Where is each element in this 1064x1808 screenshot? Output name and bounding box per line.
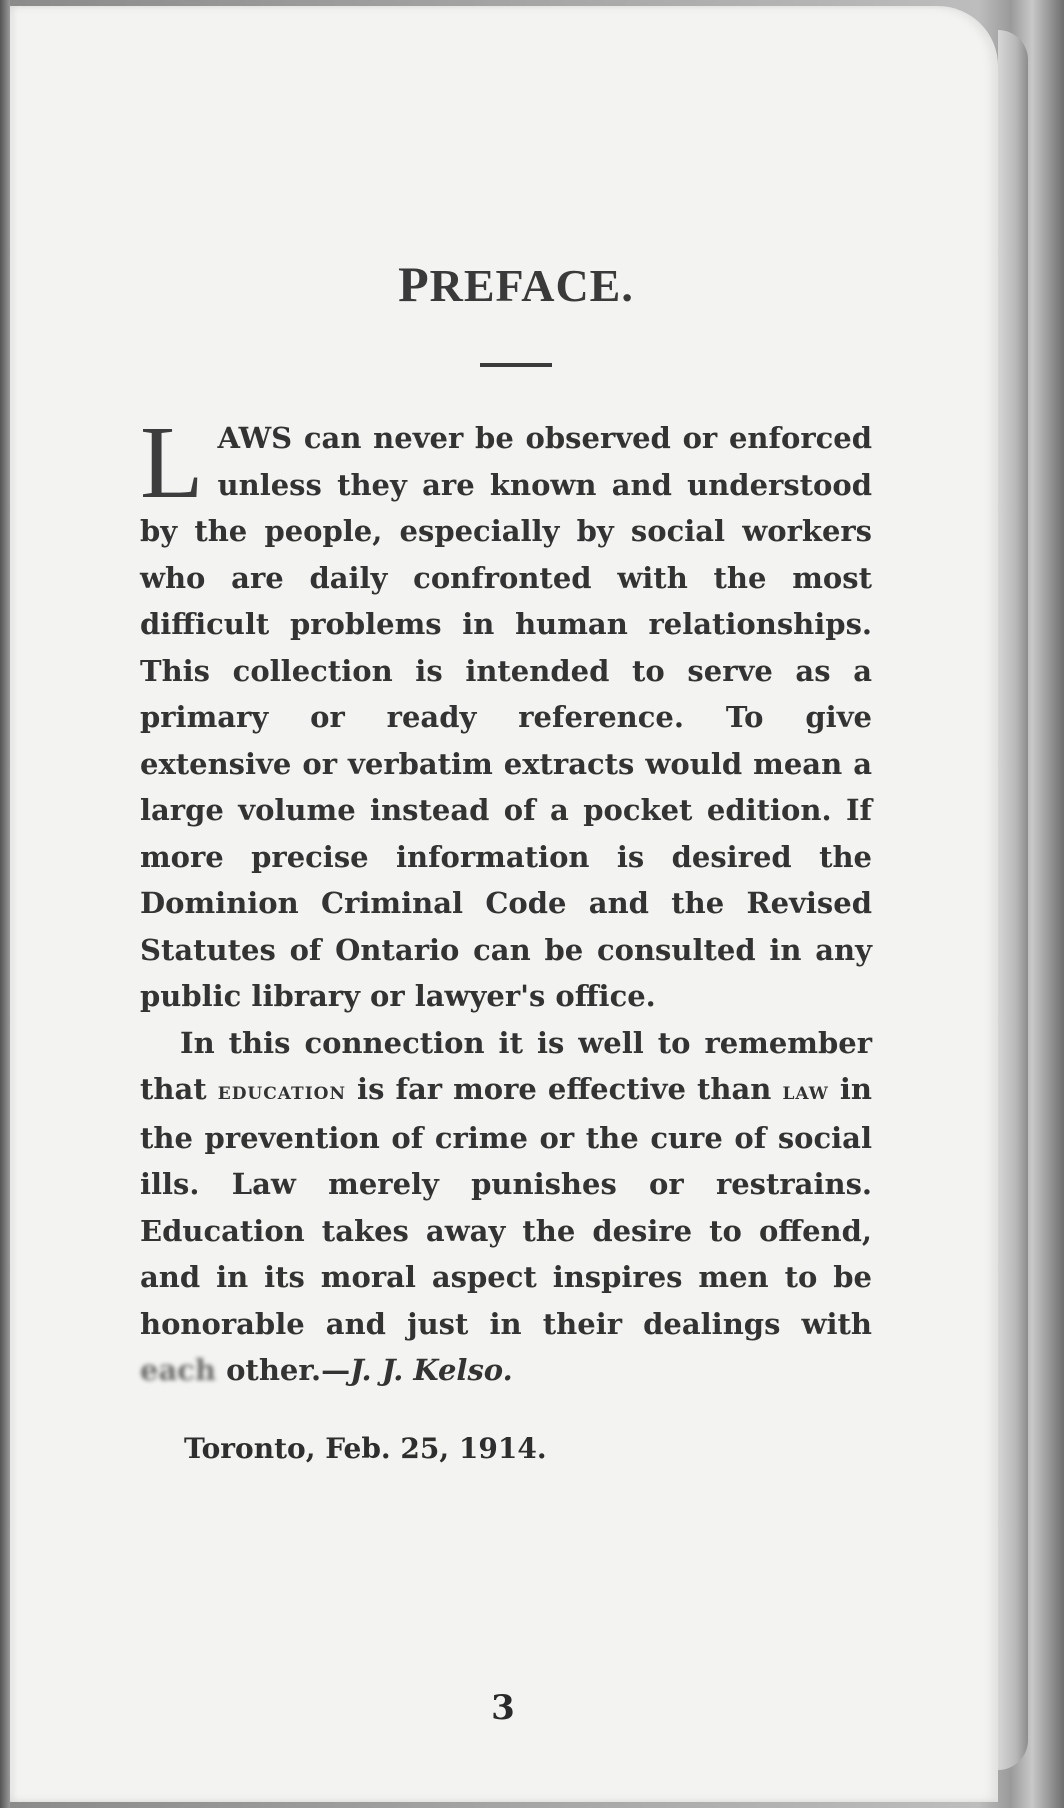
paragraph-2-text-d: other.— [215, 1353, 351, 1387]
paragraph-2-text-b: is far more effective than [346, 1072, 783, 1106]
paragraph-1-text: AWS can never be observed or enforced unless they are known and understood by the people, especially by social workers who are daily confronted with the most difficult problems in human relationships. This collection is intended to serve as a primary or ready reference. To give extensive or verbatim extracts would mean a large volume instead of a pocket edition. If more precise information is desired the Dominion Criminal Code and the Revised Statutes of Ontario can be consulted in any public library or lawyer's office. [140, 421, 872, 1013]
drop-cap: L [140, 405, 204, 520]
preface-paragraph-2 [140, 1020, 872, 1394]
title-rest: REFACE. [429, 260, 634, 311]
author-signature: J. J. Kelso. [350, 1353, 513, 1387]
page-number: 3 [491, 1688, 515, 1728]
blurred-word: each [140, 1353, 216, 1387]
page-content [140, 255, 872, 1465]
paragraph-2-text-a: In this connection it is well to remember that [140, 1025, 872, 1106]
preface-body [140, 405, 873, 1394]
page-fore-edge [998, 30, 1028, 1770]
law-term: law [782, 1076, 829, 1105]
title-rule [480, 363, 552, 367]
binding-edge [0, 0, 10, 1808]
page-title [140, 255, 872, 313]
title-initial: P [398, 256, 430, 312]
preface-paragraph-1 [140, 405, 872, 1020]
dateline: Toronto, Feb. 25, 1914. [184, 1431, 547, 1465]
education-term: education [217, 1076, 346, 1105]
paragraph-2-text-c: in the prevention of crime or the cure of social ills. Law merely punishes or restrains. Education takes away the desire to offend, and in its moral aspect inspires men to be honorable and just in their dealings with [140, 1072, 873, 1341]
